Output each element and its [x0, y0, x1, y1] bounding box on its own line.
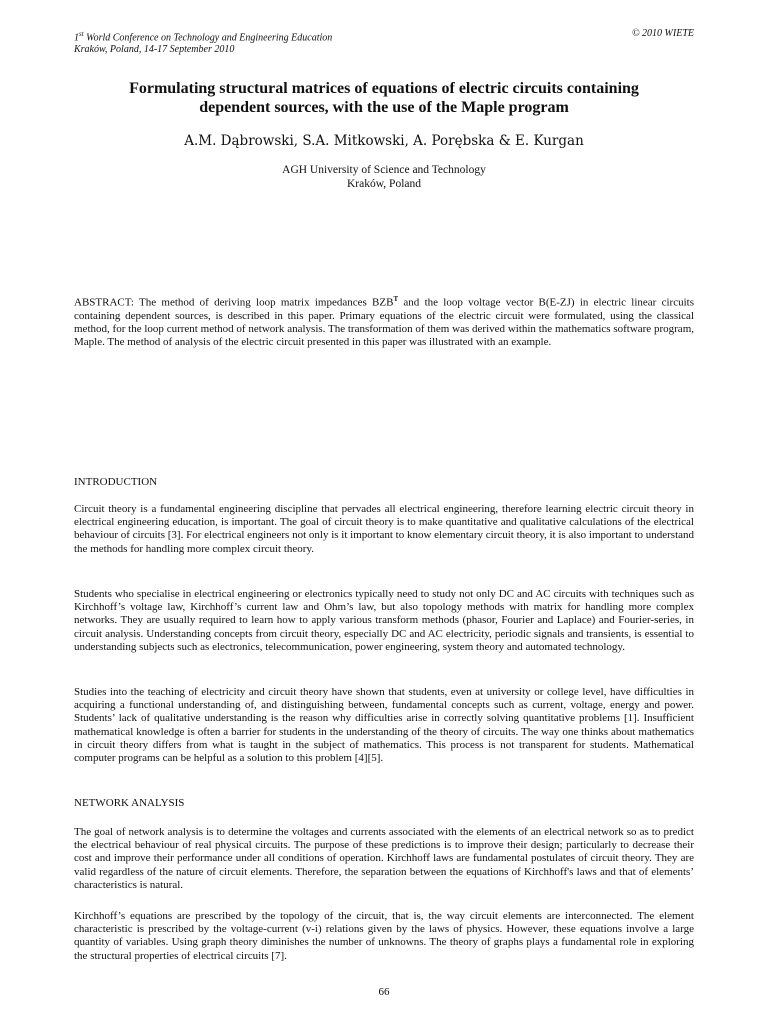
- abstract-paragraph: [74, 293, 694, 349]
- network-paragraph-2: Kirchhoff’s equations are prescribed by the topology of the circuit, that is, the way circuit elements are interconnected. The element characteristic is prescribed by the voltage-current (v-i) relations given by the laws of physics. However, these equations involve a large quantity of variables. Using graph theory diminishes the number of unknowns. The theory of graphs plays a fundamental role in exploring the structural properties of electrical circuits [7].: [74, 910, 694, 962]
- section-heading-network-analysis: NETWORK ANALYSIS: [74, 797, 185, 809]
- paragraph: [74, 910, 694, 963]
- affiliation: [74, 163, 694, 191]
- network-paragraph-1: The goal of network analysis is to determine the voltages and currents associated with the elements of an electrical network so as to predict the electrical behaviour of real physical circuits. The purpose of these predictions is to improve their design; particularly to decrease their cost and improve their performance under all conditions of operation. Kirchhoff laws are fundamental postulates of circuit theory. They are valid regardless of the nature of circuit elements. Therefore, the separation between the equations of Kirchhoff's laws and that of elements’ characteristics is natural.: [74, 826, 694, 891]
- paragraph: [74, 503, 694, 556]
- conference-ordinal: 1: [74, 32, 79, 44]
- running-header: [74, 28, 332, 56]
- intro-paragraph-3: Studies into the teaching of electricity and circuit theory have shown that students, even at university or college level, have difficulties in acquiring a functional understanding of, and distinguishing between, fundamental concepts such as current, voltage, energy and power. Students’ lack of qualitative understanding is the reason why difficulties arise in correctly solving quantitative problems [1]. Insufficient mathematical knowledge is often a barrier for students in the understanding of the theory of circuits. The way one thinks about mathematics in circuit theory differs from what is taught in the subject of mathematics. This process is not transparent for students. Mathematical computer programs can be helpful as a solution to this problem [4][5].: [74, 686, 694, 765]
- abstract-text-2: and the loop voltage vector B(E-ZJ) in electric linear circuits containing dependent sources, is described in this paper. Primary equations of the electric circuit were formulated, using the classical method, for the loop current method of network analysis. The transformation of them was derived within the mathematics software program, Maple. The method of analysis of the electric circuit presented in this paper was illustrated with an example.: [74, 296, 694, 349]
- section-heading-introduction: INTRODUCTION: [74, 476, 158, 488]
- ordinal-suffix: st: [79, 30, 84, 38]
- paragraph: [74, 686, 694, 765]
- paragraph: [74, 588, 694, 654]
- conference-line: [74, 28, 332, 44]
- title-line-1: Formulating structural matrices of equations of electric circuits containing: [129, 80, 639, 97]
- copyright: © 2010 WIETE: [631, 28, 694, 39]
- conference-name: World Conference on Technology and Engineering Education: [83, 32, 333, 44]
- affiliation-institution: AGH University of Science and Technology: [282, 164, 486, 176]
- intro-paragraph-2: Students who specialise in electrical engineering or electronics typically need to study not only DC and AC circuits with techniques such as Kirchhoff’s voltage law, Kirchhoff’s current law and Ohm’s law, but also topology methods with matrix for handling more complex networks. They are usually required to learn how to apply various transform methods (phasor, Fourier and Laplace) and Fourier-series, in circuit analysis. Understanding concepts from circuit theory, especially DC and AC electricity, periodic signals and transients, is essential to understanding subjects such as electronics, telecommunication, power engineering, system theory and automated technology.: [74, 588, 694, 653]
- location-date: Kraków, Poland, 14-17 September 2010: [74, 44, 235, 56]
- abstract: [74, 293, 694, 349]
- abstract-text-1: ABSTRACT: The method of deriving loop matrix impedances BZB: [74, 296, 394, 309]
- page-number: 66: [378, 986, 390, 998]
- authors: A.M. Dąbrowski, S.A. Mitkowski, A. Porębska & E. Kurgan: [184, 133, 584, 149]
- title-line-2: dependent sources, with the use of the Maple program: [199, 99, 569, 116]
- paper-title: [74, 79, 694, 117]
- paragraph: [74, 826, 694, 892]
- affiliation-location: Kraków, Poland: [347, 178, 421, 190]
- intro-paragraph-1: Circuit theory is a fundamental engineering discipline that pervades all electrical engineering, therefore learning electric circuit theory in electrical engineering education, is important. The goal of circuit theory is to make quantitative and qualitative calculations of the electrical behaviour of circuits [3]. For electrical engineers not only is it important to know elementary circuit theory, it is also important to understand the methods for handling more complex circuit theory.: [74, 503, 695, 555]
- abstract-superscript: T: [393, 295, 399, 303]
